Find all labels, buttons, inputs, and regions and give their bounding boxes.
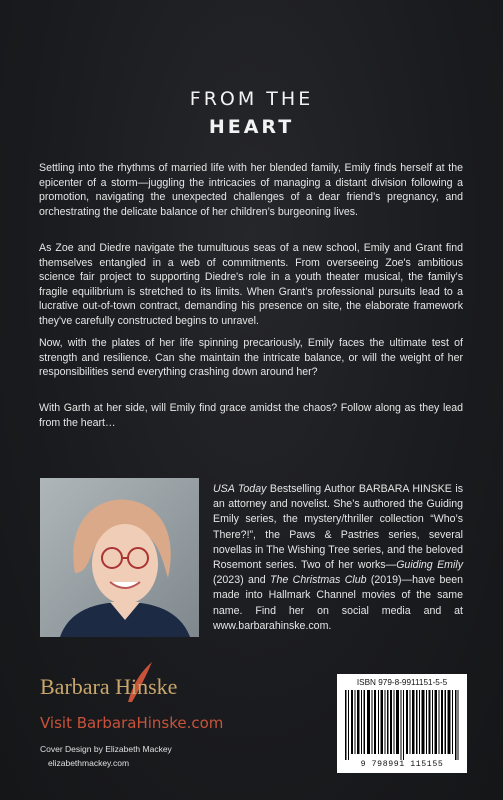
barcode-number: 9 798991 115155 [360,760,444,769]
blurb-paragraph-1: Settling into the rhythms of married life with her blended family, Emily finds herself at the epicenter of a storm—juggling the intricacies of managing a distant division following a promotion, navigating the unexpected challenges of a dear friend’s pregnancy, and orchestrating the delicate balance of her children’s burgeoning lives. [39,162,463,218]
designer-website: elizabethmackey.com [48,758,130,768]
website-link[interactable]: Visit BarbaraHinske.com [40,714,224,732]
author-bio [213,482,463,634]
isbn-text: ISBN 979-8-9911151-5-5 [356,678,448,687]
author-logo [40,660,240,710]
blurb-paragraph-4: With Garth at her side, will Emily find grace amidst the chaos? Follow along as they lead from the heart… [39,402,463,429]
blurb-paragraph-3: Now, with the plates of her life spinning precariously, Emily faces the ultimate test of strength and resilience. Can she maintain the intricate balance, or will the weight of her responsibilities send everything crashing down around her? [39,337,463,379]
bio-text-2: (2023) and [213,574,271,587]
bio-text-1: Bestselling Author BARBARA HINSKE is an attorney and novelist. She’s authored the Guiding Emily series, the mystery/thriller collection “Who’s There?!”, the Paws & Pastries series, several novellas in The Wishing Tree series, and the beloved Rosemont series. Two of her works— [213,483,463,572]
author-photo [40,478,199,637]
logo-text: Barbara Hinske [40,674,178,699]
title-line-2: HEART [208,116,295,138]
barcode [337,674,467,773]
title-line-1: FROM THE [189,88,314,110]
blurb-paragraph-2: As Zoe and Diedre navigate the tumultuous seas of a new school, Emily and Grant find themselves entangled in a web of commitments. From overseeing Zoe's ambitious science fair project to supporting Diedre's role in a youth theater musical, the family's fragile equilibrium is stretched to its limits. When Grant’s professional pursuits lead to a lucrative out-of-town contract, demanding his presence on site, the elaborate framework they've carefully constructed begins to unravel. [39,242,463,327]
barcode-bars [345,690,459,760]
bio-usa-today: USA Today [213,483,267,495]
bio-work-1: Guiding Emily [396,559,464,572]
bio-text-3: (2019)—have been made into Hallmark Channel movies of the same name. Find her on social media and at www.barbarahinske.com. [213,574,464,632]
bio-work-2: The Christmas Club [270,574,367,587]
cover-credit: Cover Design by Elizabeth Mackey [40,744,172,754]
